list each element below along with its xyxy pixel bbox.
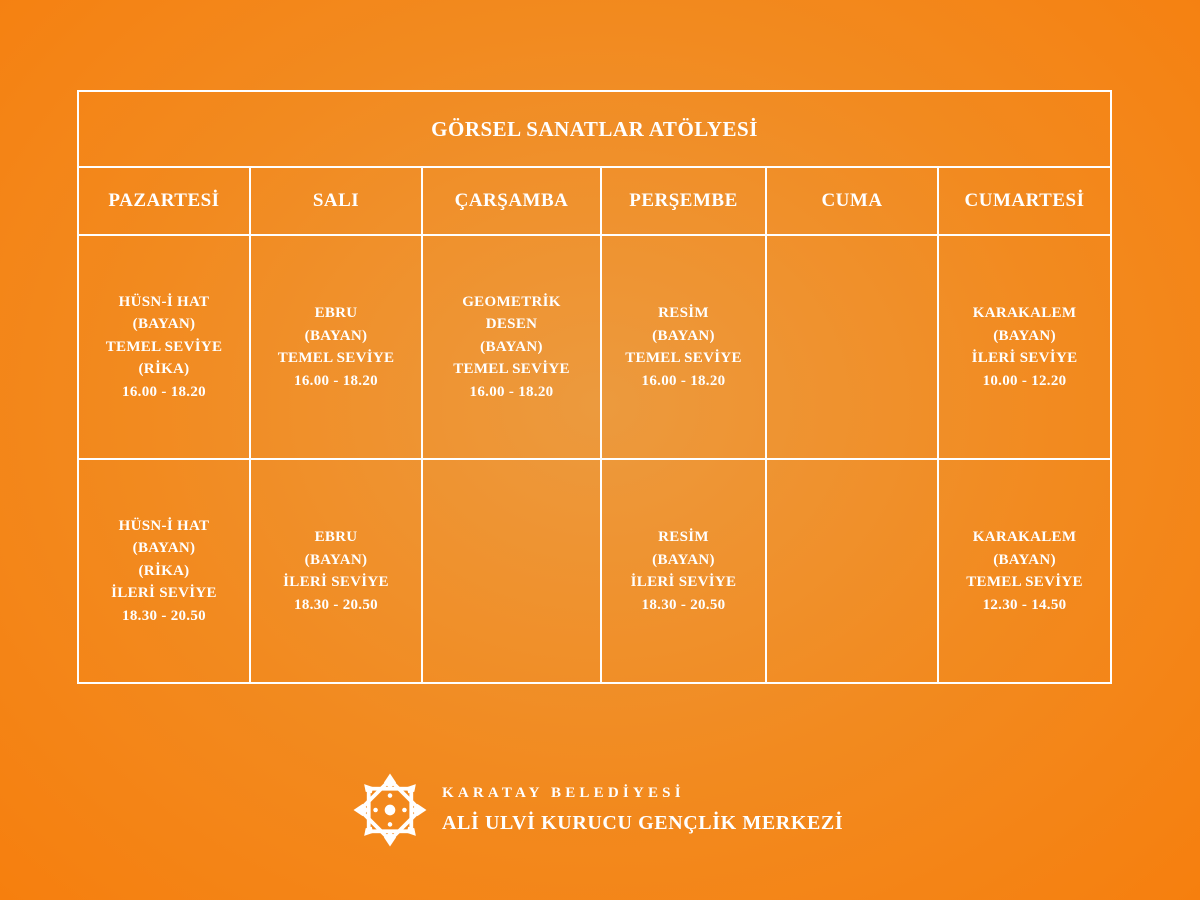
class-time: 16.00 - 18.20	[641, 372, 726, 389]
youth-center-name: ALİ ULVİ KURUCU GENÇLİK MERKEZİ	[442, 812, 844, 834]
day-header-thursday: PERŞEMBE	[601, 167, 766, 235]
class-level: TEMEL SEVİYE	[625, 350, 742, 366]
class-audience: (BAYAN)	[304, 327, 368, 344]
class-name: RESİM	[658, 305, 709, 321]
class-level: İLERİ SEVİYE	[971, 350, 1078, 366]
class-level: TEMEL SEVİYE	[453, 361, 570, 378]
class-name: EBRU	[314, 529, 358, 545]
class-cell	[601, 235, 766, 459]
class-audience: (BAYAN)	[480, 338, 543, 355]
class-time: 18.30 - 20.50	[294, 596, 378, 613]
footer-text	[442, 783, 843, 837]
class-level: İLERİ SEVİYE	[283, 574, 389, 590]
municipality-name: KARATAY BELEDİYESİ	[442, 785, 685, 801]
class-cell	[938, 235, 1111, 459]
day-header-tuesday: SALI	[250, 167, 422, 235]
schedule-title: GÖRSEL SANATLAR ATÖLYESİ	[78, 91, 1111, 167]
class-name: RESİM	[658, 529, 709, 545]
class-name: KARAKALEM	[972, 305, 1077, 321]
class-audience: (BAYAN)	[304, 551, 368, 568]
schedule-row	[78, 459, 1111, 683]
empty-cell	[422, 459, 601, 683]
schedule-table	[77, 90, 1112, 684]
class-audience: (BAYAN)	[993, 327, 1056, 344]
class-cell	[78, 459, 250, 683]
class-time: 18.30 - 20.50	[641, 596, 726, 613]
class-cell	[250, 459, 422, 683]
empty-cell	[766, 235, 938, 459]
class-level: TEMEL SEVİYE	[966, 574, 1083, 590]
day-header-wednesday: ÇARŞAMBA	[422, 167, 601, 235]
class-cell	[78, 235, 250, 459]
class-audience: (BAYAN)	[652, 551, 715, 568]
class-time: 16.00 - 18.20	[469, 383, 554, 400]
class-name: HÜSN-İ HAT	[118, 517, 210, 534]
class-cell	[601, 459, 766, 683]
empty-cell	[766, 459, 938, 683]
footer-branding	[352, 770, 843, 850]
class-style: (RİKA)	[138, 361, 190, 378]
class-name: EBRU	[314, 305, 358, 321]
class-level: İLERİ SEVİYE	[630, 574, 737, 590]
class-time: 18.30 - 20.50	[122, 607, 206, 624]
class-name: GEOMETRİK	[462, 293, 561, 310]
schedule-row	[78, 235, 1111, 459]
day-header-monday: PAZARTESİ	[78, 167, 250, 235]
geometric-star-logo-icon	[352, 772, 428, 848]
class-level: TEMEL SEVİYE	[277, 350, 395, 366]
class-audience: (BAYAN)	[132, 316, 196, 333]
day-header-friday: CUMA	[766, 167, 938, 235]
class-style: (RİKA)	[138, 562, 190, 579]
day-header-row	[78, 167, 1111, 235]
class-time: 16.00 - 18.20	[122, 383, 206, 400]
class-name: KARAKALEM	[972, 529, 1077, 545]
class-time: 10.00 - 12.20	[982, 372, 1067, 389]
class-audience: (BAYAN)	[652, 327, 715, 344]
class-level: TEMEL SEVİYE	[105, 338, 223, 355]
class-cell	[250, 235, 422, 459]
class-cell	[422, 235, 601, 459]
class-time: 16.00 - 18.20	[294, 372, 378, 389]
title-row	[78, 91, 1111, 167]
day-header-saturday: CUMARTESİ	[938, 167, 1111, 235]
class-cell	[938, 459, 1111, 683]
class-name-cont: DESEN	[485, 316, 538, 333]
class-audience: (BAYAN)	[132, 540, 196, 557]
class-level: İLERİ SEVİYE	[111, 585, 217, 602]
class-audience: (BAYAN)	[993, 551, 1056, 568]
class-time: 12.30 - 14.50	[982, 596, 1067, 613]
class-name: HÜSN-İ HAT	[118, 293, 210, 310]
